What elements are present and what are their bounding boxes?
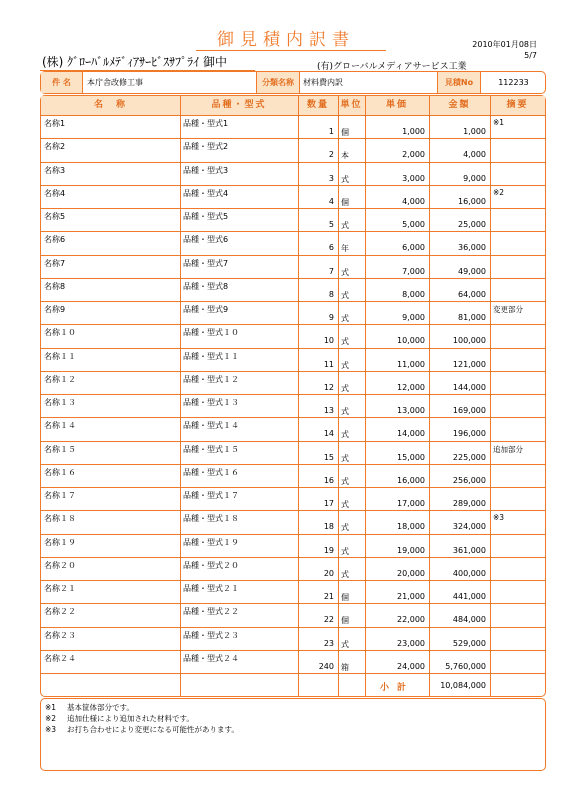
item-unit: 式	[341, 546, 349, 556]
client-name: (株) ｸﾞﾛｰﾊﾞﾙﾒﾃﾞｨｱｻｰﾋﾞｽｻﾌﾟﾗｲ 御中	[42, 55, 227, 69]
item-price: 21,000	[397, 592, 425, 601]
item-amount: 361,000	[452, 545, 486, 555]
estimate-table	[40, 95, 546, 697]
item-price: 16,000	[397, 475, 425, 485]
page-number: 5/7	[524, 51, 537, 60]
item-name: 名称4	[44, 188, 66, 198]
item-amount: 5,760,000	[445, 661, 486, 671]
item-type: 品種・型式２０	[183, 560, 239, 570]
item-type: 品種・型式6	[183, 235, 229, 245]
item-amount: 25,000	[458, 220, 486, 229]
item-price: 15,000	[397, 452, 425, 462]
item-price: 4,000	[402, 196, 425, 206]
item-qty: 11	[323, 359, 334, 369]
item-qty: 10	[323, 336, 334, 346]
item-amount: 484,000	[452, 615, 486, 625]
table-row	[41, 162, 545, 186]
item-amount: 289,000	[452, 499, 486, 508]
item-amount: 441,000	[452, 592, 486, 601]
item-qty: 240	[318, 661, 334, 671]
item-unit: 式	[341, 360, 349, 370]
item-qty: 16	[323, 475, 334, 485]
item-unit: 箱	[341, 662, 349, 672]
item-amount: 100,000	[452, 336, 486, 346]
item-price: 14,000	[397, 429, 425, 439]
item-price: 12,000	[397, 382, 425, 392]
item-name: 名称9	[44, 305, 66, 314]
item-type: 品種・型式１３	[183, 398, 239, 407]
item-type: 品種・型式2	[183, 142, 229, 152]
item-unit: 式	[341, 337, 349, 347]
item-price: 24,000	[397, 661, 425, 671]
item-unit: 式	[341, 569, 349, 579]
item-name: 名称２３	[44, 630, 76, 640]
item-name: 名称１８	[44, 514, 76, 524]
item-amount: 1,000	[463, 127, 486, 136]
item-price: 1,000	[402, 127, 425, 136]
item-unit: 式	[341, 476, 349, 486]
table-row	[41, 394, 545, 418]
item-qty: 18	[323, 522, 334, 532]
item-type: 品種・型式１６	[183, 467, 239, 477]
item-qty: 14	[323, 429, 334, 439]
table-row	[41, 417, 545, 441]
item-unit: 式	[341, 383, 349, 393]
item-price: 22,000	[397, 615, 425, 625]
footnote	[45, 714, 194, 724]
item-type: 品種・型式3	[183, 165, 229, 175]
footnote-text: お打ち合わせにより変更になる可能性があります。	[67, 725, 239, 734]
table-row	[41, 231, 545, 255]
table-row	[41, 580, 545, 604]
col-header-amount: 金額	[429, 96, 490, 115]
item-amount: 121,000	[452, 359, 486, 369]
item-type: 品種・型式１７	[183, 491, 239, 500]
table-row	[41, 510, 545, 534]
title-underline	[196, 50, 386, 51]
subtotal-label: 小計	[379, 683, 414, 693]
item-qty: 7	[328, 266, 334, 276]
item-type: 品種・型式4	[183, 188, 229, 198]
table-row	[41, 185, 545, 209]
table-row	[41, 301, 545, 325]
item-type: 品種・型式１２	[183, 374, 239, 384]
item-price: 2,000	[402, 150, 425, 160]
item-unit: 式	[341, 639, 349, 649]
header-info-bar	[40, 71, 546, 94]
subtotal-value: 10,084,000	[440, 681, 486, 690]
item-type: 品種・型式２３	[183, 630, 239, 640]
item-name: 名称1	[44, 119, 66, 128]
col-header-unit: 単位	[338, 96, 365, 115]
item-type: 品種・型式9	[183, 305, 229, 314]
table-row	[41, 603, 545, 627]
col-header-qty: 数量	[298, 96, 338, 115]
item-qty: 1	[328, 127, 334, 136]
item-note: 変更部分	[493, 305, 523, 314]
document-title: 御見積内訳書	[217, 30, 355, 50]
item-price: 6,000	[402, 243, 425, 253]
subject-value: 本庁舎改修工事	[87, 78, 143, 87]
item-qty: 5	[328, 220, 334, 229]
item-unit: 本	[341, 151, 349, 161]
item-type: 品種・型式１４	[183, 421, 239, 431]
subtotal-row	[41, 673, 545, 697]
item-qty: 23	[323, 638, 334, 648]
item-price: 11,000	[397, 359, 425, 369]
item-type: 品種・型式１９	[183, 537, 239, 547]
item-price: 23,000	[397, 638, 425, 648]
item-unit: 式	[341, 453, 349, 463]
item-unit: 式	[341, 267, 349, 277]
footnote	[45, 703, 134, 713]
item-type: 品種・型式２２	[183, 607, 239, 617]
table-row	[41, 324, 545, 348]
item-type: 品種・型式7	[183, 258, 229, 268]
item-amount: 529,000	[452, 638, 486, 648]
item-note: ※3	[493, 513, 505, 523]
item-price: 7,000	[402, 266, 425, 276]
item-qty: 2	[328, 150, 334, 160]
item-unit: 式	[341, 314, 349, 323]
divider	[299, 72, 300, 93]
item-unit: 年	[341, 244, 349, 254]
item-name: 名称１２	[44, 374, 76, 384]
item-price: 17,000	[397, 499, 425, 508]
quote-no-label: 見積No	[438, 72, 480, 93]
item-amount: 225,000	[452, 452, 486, 462]
item-unit: 式	[341, 174, 349, 184]
item-type: 品種・型式２１	[183, 584, 239, 593]
table-row	[41, 138, 545, 162]
item-type: 品種・型式１０	[183, 328, 239, 338]
item-price: 13,000	[397, 406, 425, 415]
item-name: 名称１４	[44, 421, 76, 431]
item-name: 名称２４	[44, 653, 76, 663]
item-amount: 64,000	[458, 289, 486, 299]
item-type: 品種・型式１８	[183, 514, 239, 524]
notes-box	[40, 698, 546, 771]
col-header-note: 摘要	[490, 96, 545, 115]
item-unit: 式	[341, 221, 349, 230]
item-unit: 個	[341, 197, 349, 207]
quote-no-value: 112233	[498, 78, 529, 87]
item-name: 名称7	[44, 258, 66, 268]
date-block	[472, 39, 537, 61]
item-name: 名称１０	[44, 328, 76, 338]
item-name: 名称5	[44, 212, 66, 221]
item-type: 品種・型式8	[183, 281, 229, 291]
item-amount: 81,000	[458, 313, 486, 322]
item-type: 品種・型式１５	[183, 444, 239, 454]
item-name: 名称6	[44, 235, 66, 245]
table-row	[41, 534, 545, 558]
table-row	[41, 487, 545, 511]
item-name: 名称3	[44, 165, 66, 175]
category-value: 材料費内訳	[303, 78, 343, 87]
table-row	[41, 371, 545, 395]
item-unit: 個	[341, 593, 349, 602]
item-unit: 式	[341, 500, 349, 509]
item-name: 名称１７	[44, 491, 76, 500]
item-amount: 49,000	[458, 266, 486, 276]
item-price: 19,000	[397, 545, 425, 555]
divider	[82, 72, 83, 93]
item-price: 3,000	[402, 173, 425, 183]
item-price: 10,000	[397, 336, 425, 346]
item-qty: 21	[323, 592, 334, 601]
table-row	[41, 278, 545, 302]
item-name: 名称２０	[44, 560, 76, 570]
item-amount: 36,000	[458, 243, 486, 253]
item-qty: 15	[323, 452, 334, 462]
item-unit: 個	[341, 616, 349, 626]
table-row	[41, 650, 545, 674]
item-qty: 3	[328, 173, 334, 183]
item-type: 品種・型式5	[183, 212, 229, 221]
category-label: 分類名称	[257, 72, 299, 93]
issue-date: 2010年01月08日	[472, 40, 537, 49]
item-type: 品種・型式２４	[183, 653, 239, 663]
footnote-text: 基本筐体部分です。	[67, 703, 134, 712]
vendor-name: (有)グローバルメディアサービス工業	[317, 62, 467, 72]
item-unit: 式	[341, 290, 349, 300]
table-row	[41, 255, 545, 279]
item-unit: 式	[341, 430, 349, 440]
footnote	[45, 725, 239, 735]
item-amount: 400,000	[452, 568, 486, 578]
item-price: 5,000	[402, 220, 425, 229]
item-amount: 169,000	[452, 406, 486, 415]
item-qty: 22	[323, 615, 334, 625]
item-unit: 個	[341, 128, 349, 137]
table-row	[41, 115, 545, 139]
item-name: 名称8	[44, 281, 66, 291]
item-name: 名称２２	[44, 607, 76, 617]
item-unit: 式	[341, 523, 349, 533]
item-amount: 16,000	[458, 196, 486, 206]
col-header-name: 名 称	[41, 96, 180, 115]
item-note: 追加部分	[493, 444, 523, 454]
item-type: 品種・型式1	[183, 119, 229, 128]
divider	[480, 72, 481, 93]
item-qty: 8	[328, 289, 334, 299]
item-amount: 144,000	[452, 382, 486, 392]
item-price: 18,000	[397, 522, 425, 532]
item-price: 20,000	[397, 568, 425, 578]
table-row	[41, 348, 545, 372]
item-qty: 13	[323, 406, 334, 415]
item-price: 9,000	[402, 313, 425, 322]
item-name: 名称１５	[44, 444, 76, 454]
item-qty: 4	[328, 196, 334, 206]
table-row	[41, 627, 545, 651]
table-row	[41, 441, 545, 465]
item-amount: 4,000	[463, 150, 486, 160]
item-amount: 256,000	[452, 475, 486, 485]
col-header-type: 品種・型式	[180, 96, 298, 115]
item-qty: 6	[328, 243, 334, 253]
table-row	[41, 464, 545, 488]
item-name: 名称１３	[44, 398, 76, 407]
table-row	[41, 557, 545, 581]
item-name: 名称２１	[44, 584, 76, 593]
item-qty: 9	[328, 313, 334, 322]
item-amount: 196,000	[452, 429, 486, 439]
footnote-text: 追加仕様により追加された材料です。	[67, 714, 194, 723]
item-note: ※2	[493, 187, 505, 197]
subject-label: 件 名	[41, 72, 82, 93]
item-amount: 9,000	[463, 173, 486, 183]
footnote-mark: ※3	[45, 725, 57, 734]
item-name: 名称2	[44, 142, 66, 152]
item-name: 名称１６	[44, 467, 76, 477]
item-price: 8,000	[402, 289, 425, 299]
item-unit: 式	[341, 407, 349, 416]
item-amount: 324,000	[452, 522, 486, 532]
item-qty: 17	[323, 499, 334, 508]
table-row	[41, 208, 545, 232]
item-name: 名称１９	[44, 537, 76, 547]
col-header-price: 単価	[365, 96, 429, 115]
item-name: 名称１１	[44, 351, 76, 361]
item-note: ※1	[493, 118, 505, 127]
item-qty: 12	[323, 382, 334, 392]
item-qty: 19	[323, 545, 334, 555]
item-qty: 20	[323, 568, 334, 578]
footnote-mark: ※1	[45, 703, 57, 712]
item-type: 品種・型式１１	[183, 351, 239, 361]
footnote-mark: ※2	[45, 714, 57, 723]
